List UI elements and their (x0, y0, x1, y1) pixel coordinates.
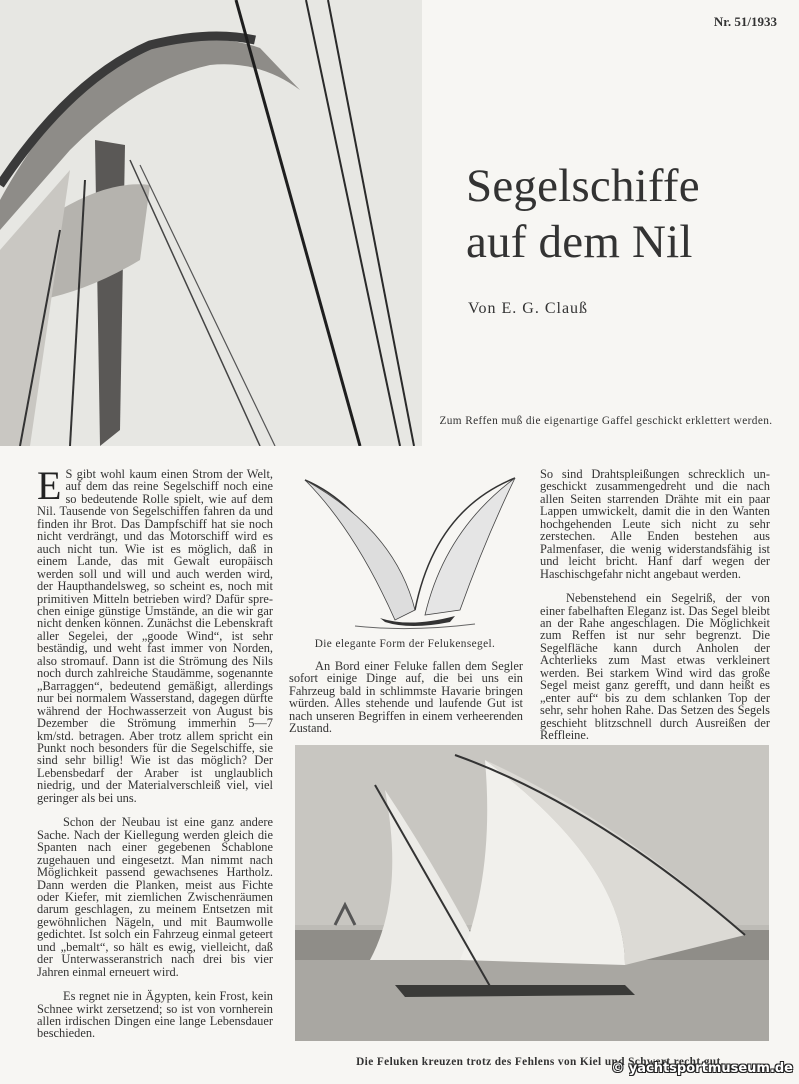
paragraph: S gibt wohl kaum einen Strom der Welt, auf dem das reine Segelschiff noch eine so bedeutende Rolle spielt, wie auf dem Nil. Tausende von Segelschiffen fahren da und finden ihr Brot. Das Dampfschiff hat sie noch nicht verdrängt, und das Motorschiff wird es auch nicht tun. Wie ist es möglich, daß in einem Lande, das mit Gewalt europäisch werden soll und will und auch werden wird, der Haupthandelsweg, so scheint es, noch mit primitiven Mitteln betrieben wird? Dafür sprechen einige günstige Umstände, an die wir gar nicht denken können. Zunächst die Lebenskraft aller Segelei, der „goode Wind“, ist sehr beständig, und weht fast immer von Norden, also stromauf. Dann ist die Strömung des Nils noch durch zahlreiche Staudämme, sogenannte „Barraggen“, bedeutend gemäßigt, allerdings nur bei normalem Wasserstand, dagegen dürfte während der Hochwasserzeit von August bis Dezember die Strömung immerhin 5—7 km/std. betragen. Aber trotz allem spricht ein Punkt noch besonders für die Segelschiffe, sie sind sehr billig! Wie ist das möglich? Der Lebensbedarf der Araber ist unglaublich niedrig, und der Materialverschleiß viel, viel geringer als bei uns. (37, 467, 273, 805)
article-column-middle (289, 660, 523, 735)
paragraph: An Bord einer Feluke fallen dem Segler sofort einige Dinge auf, die bei uns ein Fahrzeug bald in schlimmste Havarie bringen würden. Alles stehende und laufende Gut ist nach unseren Begriffen in einem verheerenden Zustand. (289, 659, 523, 736)
drop-cap: E (37, 463, 62, 508)
issue-number: Nr. 51/1933 (713, 14, 777, 29)
title-line-1: Segelschiffe (466, 160, 700, 212)
sketch-caption: Die elegante Form der Felukensegel. (314, 638, 496, 650)
watermark: © yachtsportmuseum.de (611, 1061, 793, 1076)
feluke-photo (295, 745, 769, 1041)
byline: Von E. G. Clauß (468, 300, 589, 317)
article-title (466, 158, 700, 270)
paragraph: Nebenstehend ein Segelriß, der von einer fabelhaften Eleganz ist. Das Segel bleibt an der Rahe angeschlagen. Die Möglichkeit zum Reffen ist nur sehr begrenzt. Die Segelfläche kann durch Anholen der Achterlieks zum Mast etwas verkleinert werden. Bei starkem Wind wird das große Segel meist ganz gerefft, und dann heißt es „enter auf“ bis zu dem schlanken Top der sehr, sehr hohen Rahe. Das Setzen des Segels geschieht blitzschnell durch Ausreißen der Reffleine. (540, 591, 770, 743)
article-column-right (540, 468, 770, 742)
mast-photo (0, 0, 422, 446)
article-column-left (37, 463, 273, 1041)
felucca-sketch (285, 470, 523, 632)
title-line-2: auf dem Nil (466, 216, 693, 268)
paragraph: Schon der Neubau ist eine ganz andere Sache. Nach der Kiellegung werden gleich die Spanten nach einer gegebenen Schablone zugehauen und eingesetzt. Man nimmt nach Möglichkeit passend gewachsenes Hartholz. Dann werden die Planken, meist aus Fichte oder Kiefer, mit ziemlichen Zwischenräumen darum geschlagen, zu meinem Entsetzen mit gewöhnlichen Nägeln, und mit Baumwolle gedichtet. Ist solch ein Fahrzeug einmal geteert und „bemalt“, so hält es ewig, vielleicht, daß der Unterwasseranstrich nach drei bis vier Jahren einmal erneuert wird. (37, 815, 273, 979)
paragraph: Es regnet nie in Ägypten, kein Frost, kein Schnee wirkt zersetzend; so ist von vornherein allen irdischen Dingen eine lange Lebensdauer beschieden. (37, 989, 273, 1041)
feluke-photo-caption: Die Feluken kreuzen trotz des Fehlens von Kiel und Schwert recht gut. (356, 1056, 724, 1068)
mast-photo-caption: Zum Reffen muß die eigenartige Gaffel geschickt erklettert werden. (439, 415, 773, 427)
paragraph: So sind Drahtspleißungen schrecklich ungeschickt zusammengedreht und die nach allen Seiten starrenden Drähte mit ein paar Lappen umwickelt, damit die in den Wanten hochgehenden Leute sich nicht zu sehr zerstechen. Alle Enden bestehen aus Palmenfaser, die wenig widerstandsfähig ist und leicht bricht. Hanf darf wegen der Haschischgefahr nicht angebaut werden. (540, 467, 770, 581)
